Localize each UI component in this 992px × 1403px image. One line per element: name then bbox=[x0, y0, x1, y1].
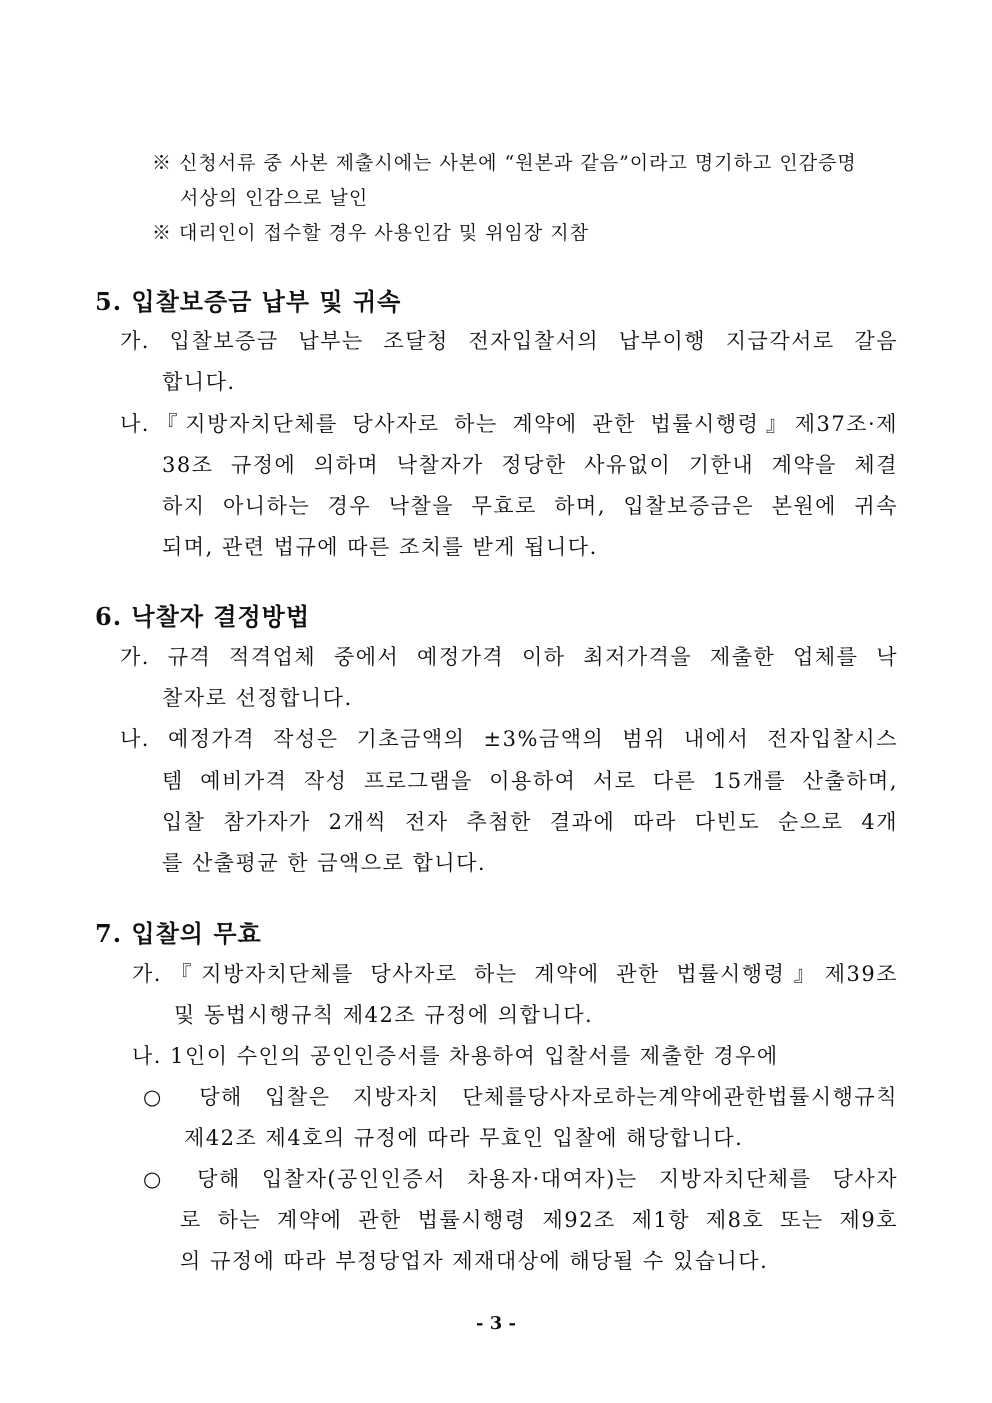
section-5-item-na-line-1: 나.『지방자치단체를 당사자로 하는 계약에 관한 법률시행령』제37조·제 bbox=[120, 412, 898, 436]
section-7-bullet-2-line-3: 의 규정에 따라 부정당업자 제재대상에 해당될 수 있습니다. bbox=[180, 1249, 769, 1273]
section-6-item-ga-line-1: 가. 규격 적격업체 중에서 예정가격 이하 최저가격을 제출한 업체를 낙 bbox=[120, 645, 898, 669]
section-5-item-ga-line-1: 가. 입찰보증금 납부는 조달청 전자입찰서의 납부이행 지급각서로 갈음 bbox=[120, 329, 898, 353]
section-7-bullet-1-line-1: ○ 당해 입찰은 지방자치 단체를당사자로하는계약에관한법률시행규칙 bbox=[143, 1085, 898, 1109]
section-7-heading: 7. 입찰의 무효 bbox=[95, 919, 262, 948]
section-5-heading: 5. 입찰보증금 납부 및 귀속 bbox=[95, 287, 402, 316]
section-6-item-na-line-1: 나. 예정가격 작성은 기초금액의 ±3%금액의 범위 내에서 전자입찰시스 bbox=[120, 727, 898, 751]
section-5-item-ga-line-2: 합니다. bbox=[162, 370, 236, 394]
section-7-bullet-2-line-2: 로 하는 계약에 관한 법률시행령 제92조 제1항 제8호 또는 제9호 bbox=[180, 1208, 898, 1232]
section-7-bullet-2-line-1: ○ 당해 입찰자(공인인증서 차용자·대여자)는 지방자치단체를 당사자 bbox=[143, 1167, 898, 1191]
section-5-item-na-line-4: 되며, 관련 법규에 따른 조치를 받게 됩니다. bbox=[162, 535, 598, 559]
section-5-item-na-line-3: 하지 아니하는 경우 낙찰을 무효로 하며, 입찰보증금은 본원에 귀속 bbox=[162, 494, 898, 518]
section-7-item-na: 나. 1인이 수인의 공인인증서를 차용하여 입찰서를 제출한 경우에 bbox=[132, 1044, 779, 1068]
section-6-heading: 6. 낙찰자 결정방법 bbox=[95, 602, 311, 631]
note-1-line-1: ※ 신청서류 중 사본 제출시에는 사본에 “원본과 같음”이라고 명기하고 인감증명 bbox=[152, 152, 857, 174]
section-5-item-na-line-2: 38조 규정에 의하며 낙찰자가 정당한 사유없이 기한내 계약을 체결 bbox=[162, 453, 898, 477]
note-2: ※ 대리인이 접수할 경우 사용인감 및 위임장 지참 bbox=[152, 222, 590, 244]
page-number: - 3 - bbox=[476, 1313, 516, 1334]
note-1-line-2: 서상의 인감으로 날인 bbox=[180, 187, 369, 209]
section-7-item-ga-line-1: 가.『지방자치단체를 당사자로 하는 계약에 관한 법률시행령』제39조 bbox=[132, 962, 898, 986]
section-6-item-ga-line-2: 찰자로 선정합니다. bbox=[162, 686, 353, 710]
section-7-item-ga-line-2: 및 동법시행규칙 제42조 규정에 의합니다. bbox=[174, 1003, 594, 1027]
section-6-item-na-line-4: 를 산출평균 한 금액으로 합니다. bbox=[162, 851, 487, 875]
section-7-bullet-1-line-2: 제42조 제4호의 규정에 따라 무효인 입찰에 해당합니다. bbox=[184, 1126, 744, 1150]
section-6-item-na-line-2: 템 예비가격 작성 프로그램을 이용하여 서로 다른 15개를 산출하며, bbox=[162, 769, 898, 793]
section-6-item-na-line-3: 입찰 참가자가 2개씩 전자 추첨한 결과에 따라 다빈도 순으로 4개 bbox=[162, 810, 898, 834]
